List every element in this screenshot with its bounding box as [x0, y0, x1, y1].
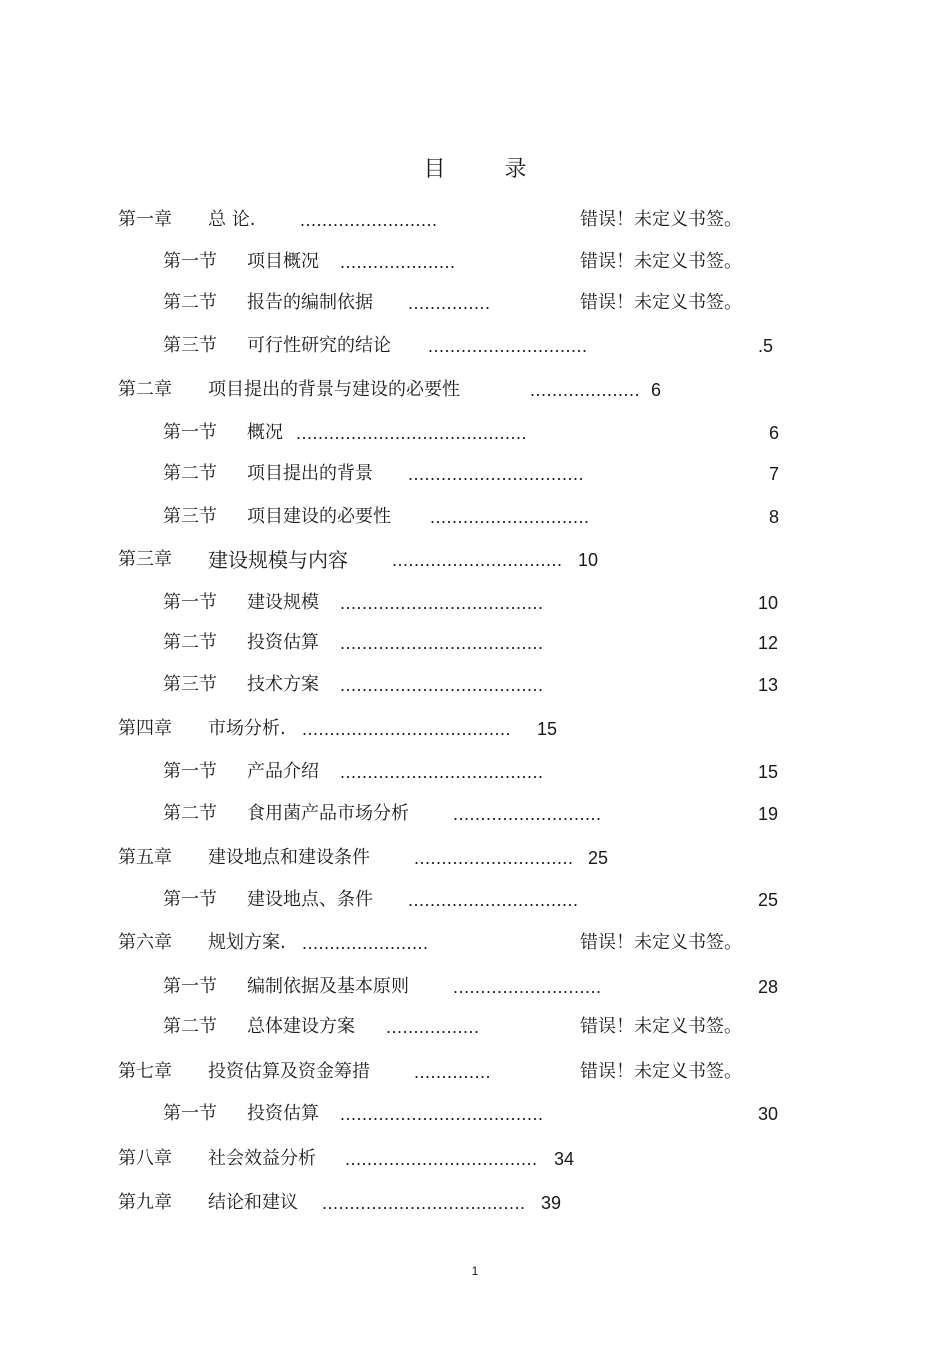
toc-page-number: 15 — [758, 762, 779, 782]
toc-page-number: 25 — [588, 848, 609, 868]
toc-chapter-row[interactable] — [0, 844, 950, 872]
toc-title: 投资估算及资金筹措 — [208, 1061, 370, 1082]
toc-title: 投资估算 — [247, 632, 319, 653]
toc-leader: ................................... — [345, 1149, 538, 1169]
toc-title: 可行性研究的结论 — [247, 335, 391, 356]
toc-title: 结论和建议 — [208, 1192, 298, 1213]
toc-number: 第三节 — [163, 506, 217, 527]
toc-number: 第一节 — [163, 592, 217, 613]
toc-page-ref: 错误！未定义书签。 — [580, 209, 742, 230]
toc-title: 项目提出的背景与建设的必要性 — [208, 379, 460, 400]
toc-section-row[interactable] — [0, 332, 950, 360]
toc-page-number: 15 — [537, 719, 558, 739]
toc-number: 第一章 — [118, 209, 172, 230]
toc-section-row[interactable] — [0, 460, 950, 488]
toc-title: 技术方案 — [247, 674, 319, 695]
toc-title: 总体建设方案 — [247, 1016, 355, 1037]
toc-leader: ............................. — [414, 848, 574, 868]
toc-chapter-row[interactable] — [0, 376, 950, 404]
toc-leader: ..................................... — [340, 1104, 544, 1124]
toc-title: 建设地点和建设条件 — [208, 847, 370, 868]
toc-leader: ................. — [386, 1017, 480, 1037]
toc-title: 规划方案. — [208, 932, 286, 953]
toc-section-row[interactable] — [0, 503, 950, 531]
toc-page-number: 30 — [758, 1104, 779, 1124]
toc-leader: ....................... — [302, 933, 429, 953]
toc-page-ref: 错误！未定义书签。 — [580, 932, 742, 953]
toc-title: 项目概况 — [247, 251, 319, 272]
toc-title: 概况 — [247, 422, 283, 443]
toc-number: 第二节 — [163, 632, 217, 653]
toc-title: 市场分析. — [208, 718, 286, 739]
toc-page-number: 19 — [758, 804, 779, 824]
toc-number: 第二节 — [163, 1016, 217, 1037]
toc-section-row[interactable] — [0, 289, 950, 317]
toc-chapter-row[interactable] — [0, 929, 950, 957]
toc-leader: ............................. — [430, 507, 590, 527]
toc-leader: ........................... — [453, 804, 602, 824]
toc-leader: ..................................... — [340, 675, 544, 695]
toc-title: 项目提出的背景 — [247, 463, 373, 484]
toc-number: 第一节 — [163, 889, 217, 910]
toc-section-row[interactable] — [0, 589, 950, 617]
toc-leader: ...................................... — [302, 719, 512, 739]
toc-number: 第二节 — [163, 463, 217, 484]
toc-section-row[interactable] — [0, 629, 950, 657]
toc-number: 第五章 — [118, 847, 172, 868]
toc-section-row[interactable] — [0, 248, 950, 276]
toc-number: 第一节 — [163, 422, 217, 443]
toc-title: 食用菌产品市场分析 — [247, 803, 409, 824]
toc-page-number: 10 — [758, 593, 779, 613]
toc-page-number: 13 — [758, 675, 779, 695]
toc-chapter-row[interactable] — [0, 1189, 950, 1217]
toc-section-row[interactable] — [0, 973, 950, 1001]
toc-section-row[interactable] — [0, 800, 950, 828]
toc-page-number: 10 — [578, 550, 599, 570]
toc-number: 第一节 — [163, 1103, 217, 1124]
toc-page-number: 7 — [769, 464, 780, 484]
toc-page-ref: 错误！未定义书签。 — [580, 1016, 742, 1037]
toc-page-number: 6 — [769, 423, 780, 443]
toc-page-number: 28 — [758, 977, 779, 997]
toc-number: 第二节 — [163, 803, 217, 824]
toc-section-row[interactable] — [0, 1100, 950, 1128]
toc-title: 报告的编制依据 — [247, 292, 373, 313]
page-number: 1 — [471, 1264, 479, 1278]
toc-number: 第二节 — [163, 292, 217, 313]
toc-title: 建设规模与内容 — [208, 548, 348, 572]
toc-number: 第八章 — [118, 1148, 172, 1169]
toc-number: 第一节 — [163, 976, 217, 997]
toc-title: 编制依据及基本原则 — [247, 976, 409, 997]
toc-number: 第三章 — [118, 549, 172, 570]
toc-leader: ..................................... — [340, 762, 544, 782]
toc-chapter-row[interactable] — [0, 1145, 950, 1173]
page-title: 目 录 — [423, 157, 553, 182]
toc-number: 第九章 — [118, 1192, 172, 1213]
toc-page-ref: 错误！未定义书签。 — [580, 251, 742, 272]
toc-section-row[interactable] — [0, 1013, 950, 1041]
toc-chapter-row[interactable] — [0, 1058, 950, 1086]
toc-chapter-row[interactable] — [0, 715, 950, 743]
toc-number: 第七章 — [118, 1061, 172, 1082]
toc-page-number: 34 — [554, 1149, 575, 1169]
toc-chapter-row[interactable] — [0, 206, 950, 234]
toc-section-row[interactable] — [0, 419, 950, 447]
toc-section-row[interactable] — [0, 886, 950, 914]
toc-number: 第一节 — [163, 761, 217, 782]
toc-page-number: 6 — [651, 380, 662, 400]
toc-title: 建设地点、条件 — [247, 889, 373, 910]
toc-page-number: .5 — [758, 336, 774, 356]
toc-title: 产品介绍 — [247, 761, 319, 782]
toc-number: 第四章 — [118, 718, 172, 739]
toc-title: 总 论. — [208, 209, 256, 230]
toc-leader: ..................................... — [322, 1193, 526, 1213]
toc-number: 第二章 — [118, 379, 172, 400]
toc-leader: ............... — [408, 293, 491, 313]
toc-leader: ............................... — [392, 550, 563, 570]
toc-leader: .......................................... — [296, 423, 528, 443]
toc-leader: .................... — [530, 380, 641, 400]
toc-leader: ..................................... — [340, 633, 544, 653]
toc-leader: .............. — [414, 1062, 492, 1082]
toc-leader: ......................... — [300, 210, 438, 230]
toc-page-ref: 错误！未定义书签。 — [580, 1061, 742, 1082]
toc-leader: ..................... — [340, 252, 456, 272]
toc-leader: ..................................... — [340, 593, 544, 613]
toc-title: 社会效益分析 — [208, 1148, 316, 1169]
toc-title: 投资估算 — [247, 1103, 319, 1124]
toc-leader: ............................... — [408, 890, 579, 910]
toc-leader: ................................ — [408, 464, 585, 484]
toc-page-number: 12 — [758, 633, 779, 653]
toc-page-number: 39 — [541, 1193, 562, 1213]
toc-page-number: 25 — [758, 890, 779, 910]
toc-page-number: 8 — [769, 507, 780, 527]
toc-leader: ........................... — [453, 977, 602, 997]
toc-page-ref: 错误！未定义书签。 — [580, 292, 742, 313]
toc-number: 第一节 — [163, 251, 217, 272]
toc-title: 建设规模 — [247, 592, 319, 613]
toc-chapter-row[interactable] — [0, 546, 950, 574]
toc-number: 第三节 — [163, 674, 217, 695]
toc-title: 项目建设的必要性 — [247, 506, 391, 527]
toc-number: 第六章 — [118, 932, 172, 953]
toc-section-row[interactable] — [0, 758, 950, 786]
toc-section-row[interactable] — [0, 671, 950, 699]
toc-leader: ............................. — [428, 336, 588, 356]
toc-number: 第三节 — [163, 335, 217, 356]
